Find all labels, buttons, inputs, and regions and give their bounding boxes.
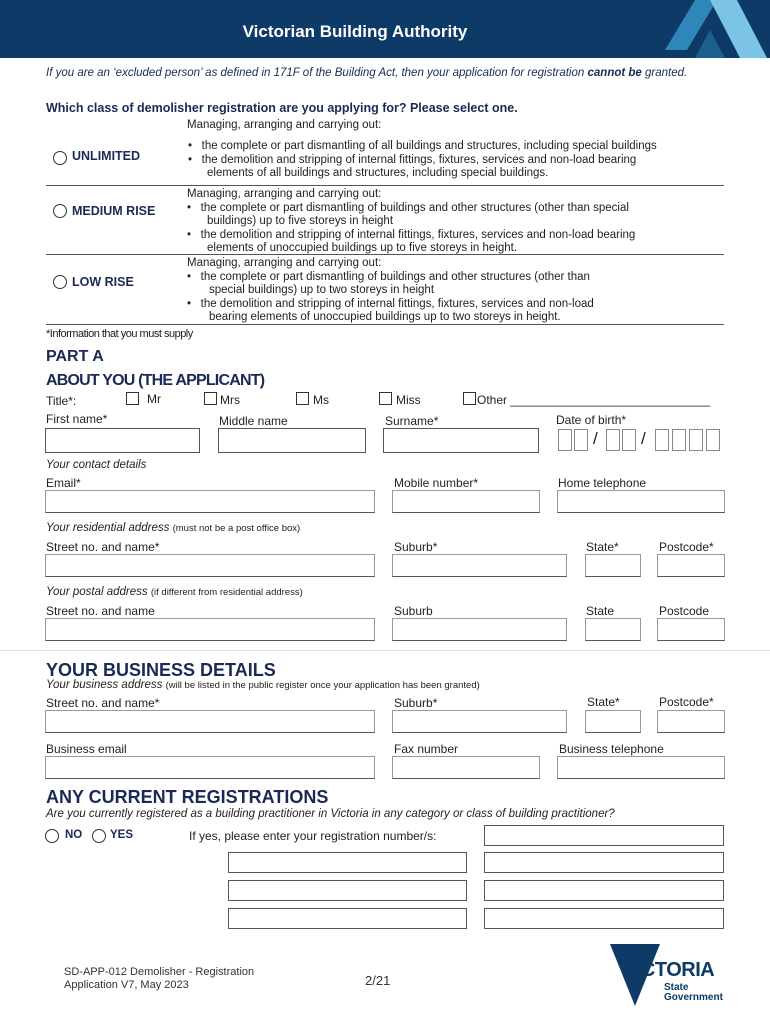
dob-year-digit[interactable] bbox=[689, 429, 703, 451]
registration-number-input[interactable] bbox=[228, 852, 467, 873]
low-rise-bullets: Managing, arranging and carrying out: • the complete or part dismantling of buildings and other structures (other than special buildings) up to two storeys in height • the demolition and stripping of internal fittings, fixtures, services and non-load bearing elements of unoccupied buildings up to two storeys in height. bbox=[187, 257, 737, 325]
title-mrs-label: Mrs bbox=[220, 393, 240, 407]
home-telephone-input[interactable] bbox=[557, 490, 725, 513]
medium-rise-label: MEDIUM RISE bbox=[72, 204, 156, 218]
registration-number-input[interactable] bbox=[484, 908, 724, 929]
excluded-text-2: granted. bbox=[645, 67, 688, 79]
unlimited-label: UNLIMITED bbox=[72, 149, 141, 163]
surname-input[interactable] bbox=[383, 428, 539, 453]
business-email-label: Business email bbox=[46, 742, 127, 756]
suburb-label: Suburb* bbox=[394, 540, 438, 554]
medium-b2-cont: elements of unoccupied buildings up to five storeys in height. bbox=[207, 242, 518, 254]
low-rise-radio[interactable] bbox=[53, 275, 67, 289]
info-note: *Information that you must supply bbox=[46, 328, 193, 340]
registration-number-input[interactable] bbox=[484, 825, 724, 846]
about-you-heading: ABOUT YOU (THE APPLICANT) bbox=[46, 372, 265, 389]
header-title: Victorian Building Authority bbox=[242, 22, 468, 41]
unlimited-bullets: • the complete or part dismantling of all buildings and structures, including special buildings • the demolition and stripping of internal fittings, fixtures, services and non-load bearing elements of all buildings and structures, including special buildings. bbox=[188, 140, 738, 181]
document-id-line1: SD-APP-012 Demolisher - Registration bbox=[64, 966, 255, 978]
low-b1: the complete or part dismantling of buildings and other structures (other than bbox=[200, 270, 590, 283]
business-postcode-input[interactable] bbox=[657, 710, 725, 733]
postal-street-input[interactable] bbox=[45, 618, 375, 641]
registration-prompt: If yes, please enter your registration number/s: bbox=[189, 829, 437, 843]
state-government-text bbox=[664, 983, 723, 1003]
mobile-input[interactable] bbox=[392, 490, 540, 513]
email-label: Email* bbox=[46, 476, 81, 490]
surname-label: Surname* bbox=[385, 414, 439, 428]
postcode-label: Postcode bbox=[659, 604, 710, 618]
state-text: State bbox=[664, 982, 689, 993]
victoria-wordmark: VICTORIA bbox=[623, 959, 715, 981]
medium-managing: Managing, arranging and carrying out: bbox=[187, 188, 382, 200]
dob-month-digit[interactable] bbox=[622, 429, 636, 451]
business-telephone-label: Business telephone bbox=[559, 742, 664, 756]
middle-name-label: Middle name bbox=[219, 414, 288, 428]
registration-number-input[interactable] bbox=[484, 852, 724, 873]
postal-state-input[interactable] bbox=[585, 618, 641, 641]
business-address-note: (will be listed in the public register once your application has been granted) bbox=[165, 680, 480, 691]
title-other-checkbox[interactable] bbox=[463, 392, 476, 405]
first-name-label: First name* bbox=[46, 412, 108, 426]
residential-address-note: (must not be a post office box) bbox=[172, 523, 301, 534]
postal-address-label: Your postal address bbox=[46, 586, 148, 598]
excluded-notice bbox=[46, 67, 736, 79]
medium-rise-bullets: Managing, arranging and carrying out: • the complete or part dismantling of buildings and other structures (other than special buildings) up to five storeys in height • the demolition and stripping of internal fittings, fixtures, services and non-load bearing elements of unoccupied buildings up to five storeys in height. bbox=[187, 188, 737, 256]
excluded-text: If you are an ‘excluded person’ as defined in 171F of the Building Act, then your application for registration bbox=[46, 67, 585, 79]
fax-label: Fax number bbox=[394, 742, 459, 756]
unlimited-b2-cont: elements of all buildings and structures, including special buildings. bbox=[207, 167, 549, 179]
street-label: Street no. and name bbox=[46, 604, 155, 618]
street-label: Street no. and name* bbox=[46, 540, 160, 554]
business-email-input[interactable] bbox=[45, 756, 375, 779]
excluded-bold: cannot be bbox=[587, 67, 642, 79]
class-question: Which class of demolisher registration are you applying for? Please select one. bbox=[46, 101, 518, 115]
dob-year-digit[interactable] bbox=[672, 429, 686, 451]
registration-number-input[interactable] bbox=[484, 880, 724, 901]
registered-yes-radio[interactable] bbox=[92, 829, 106, 843]
postal-address-note: (if different from residential address) bbox=[150, 587, 303, 598]
business-heading: YOUR BUSINESS DETAILS bbox=[46, 660, 276, 680]
registered-no-label: NO bbox=[65, 829, 83, 841]
title-miss-label: Miss bbox=[396, 393, 421, 407]
registered-no-radio[interactable] bbox=[45, 829, 59, 843]
postcode-label: Postcode* bbox=[659, 695, 714, 709]
medium-b1: the complete or part dismantling of buildings and other structures (other than special bbox=[200, 201, 629, 214]
suburb-label: Suburb* bbox=[394, 696, 438, 710]
divider bbox=[46, 324, 724, 325]
fax-input[interactable] bbox=[392, 756, 540, 779]
business-telephone-input[interactable] bbox=[557, 756, 725, 779]
res-suburb-input[interactable] bbox=[392, 554, 567, 577]
state-label: State* bbox=[586, 540, 619, 554]
contact-details-heading: Your contact details bbox=[46, 459, 147, 471]
registered-yes-label: YES bbox=[110, 829, 134, 841]
medium-rise-radio[interactable] bbox=[53, 204, 67, 218]
business-address-heading bbox=[46, 679, 480, 691]
medium-b2: the demolition and stripping of internal fittings, fixtures, services and non-load bearing bbox=[200, 228, 636, 241]
residential-address-heading bbox=[46, 522, 300, 534]
dob-year-digit[interactable] bbox=[706, 429, 720, 451]
low-b2-cont: bearing elements of unoccupied buildings up to two storeys in height. bbox=[209, 311, 561, 323]
title-mrs-checkbox[interactable] bbox=[204, 392, 217, 405]
state-label: State bbox=[586, 604, 615, 618]
email-input[interactable] bbox=[45, 490, 375, 513]
business-suburb-input[interactable] bbox=[392, 710, 567, 733]
res-state-input[interactable] bbox=[585, 554, 641, 577]
mobile-label: Mobile number* bbox=[394, 476, 479, 490]
res-street-input[interactable] bbox=[45, 554, 375, 577]
dob-year-digit[interactable] bbox=[655, 429, 669, 451]
victoria-government-logo bbox=[608, 942, 733, 1008]
state-label: State* bbox=[587, 695, 620, 709]
page-number: 2/21 bbox=[365, 973, 391, 988]
business-state-input[interactable] bbox=[585, 710, 641, 733]
title-ms-label: Ms bbox=[313, 393, 329, 407]
dob-separator: / bbox=[641, 429, 646, 448]
registration-number-input[interactable] bbox=[228, 908, 467, 929]
dob-day-digit[interactable] bbox=[574, 429, 588, 451]
title-other-label: Other bbox=[477, 393, 508, 407]
low-rise-label: LOW RISE bbox=[72, 275, 134, 289]
document-id-line2: Application V7, May 2023 bbox=[64, 979, 189, 991]
title-mr-checkbox[interactable] bbox=[126, 392, 139, 405]
dob-day-digit[interactable] bbox=[558, 429, 572, 451]
middle-name-input[interactable] bbox=[218, 428, 366, 453]
divider bbox=[46, 254, 724, 255]
street-label: Street no. and name* bbox=[46, 696, 160, 710]
dob-month-digit[interactable] bbox=[606, 429, 620, 451]
residential-address-label: Your residential address bbox=[46, 522, 170, 534]
low-b1-cont: special buildings) up to two storeys in height bbox=[209, 284, 435, 296]
government-text: Government bbox=[664, 992, 723, 1003]
postal-address-heading bbox=[46, 586, 303, 598]
managing-text: Managing, arranging and carrying out: bbox=[187, 119, 382, 131]
business-address-label: Your business address bbox=[46, 679, 163, 691]
title-ms-checkbox[interactable] bbox=[296, 392, 309, 405]
low-managing: Managing, arranging and carrying out: bbox=[187, 257, 382, 269]
first-name-input[interactable] bbox=[45, 428, 200, 453]
title-label: Title*: bbox=[46, 394, 77, 408]
low-b2: the demolition and stripping of internal fittings, fixtures, services and non-load bbox=[200, 297, 594, 310]
dob-label: Date of birth* bbox=[556, 413, 627, 427]
postal-postcode-input[interactable] bbox=[657, 618, 725, 641]
res-postcode-input[interactable] bbox=[657, 554, 725, 577]
medium-b1-cont: buildings) up to five storeys in height bbox=[207, 215, 394, 227]
registrations-question: Are you currently registered as a building practitioner in Victoria in any category or class of building practitioner? bbox=[46, 808, 615, 820]
unlimited-b1: the complete or part dismantling of all buildings and structures, including special buildings bbox=[201, 140, 657, 152]
title-other-line: ______________________________ bbox=[510, 393, 711, 407]
section-divider bbox=[0, 650, 770, 651]
postal-suburb-input[interactable] bbox=[392, 618, 567, 641]
postcode-label: Postcode* bbox=[659, 540, 714, 554]
registration-number-input[interactable] bbox=[228, 880, 467, 901]
document-id bbox=[64, 966, 254, 992]
registrations-heading: ANY CURRENT REGISTRATIONS bbox=[46, 787, 329, 807]
title-miss-checkbox[interactable] bbox=[379, 392, 392, 405]
home-telephone-label: Home telephone bbox=[558, 476, 647, 490]
divider bbox=[46, 185, 724, 186]
business-street-input[interactable] bbox=[45, 710, 375, 733]
dob-separator: / bbox=[593, 429, 598, 448]
unlimited-radio[interactable] bbox=[53, 151, 67, 165]
title-mr-label: Mr bbox=[147, 392, 161, 406]
suburb-label: Suburb bbox=[394, 604, 433, 618]
part-a-heading: PART A bbox=[46, 348, 104, 365]
unlimited-b2: the demolition and stripping of internal fittings, fixtures, services and non-load bearing bbox=[201, 153, 637, 166]
